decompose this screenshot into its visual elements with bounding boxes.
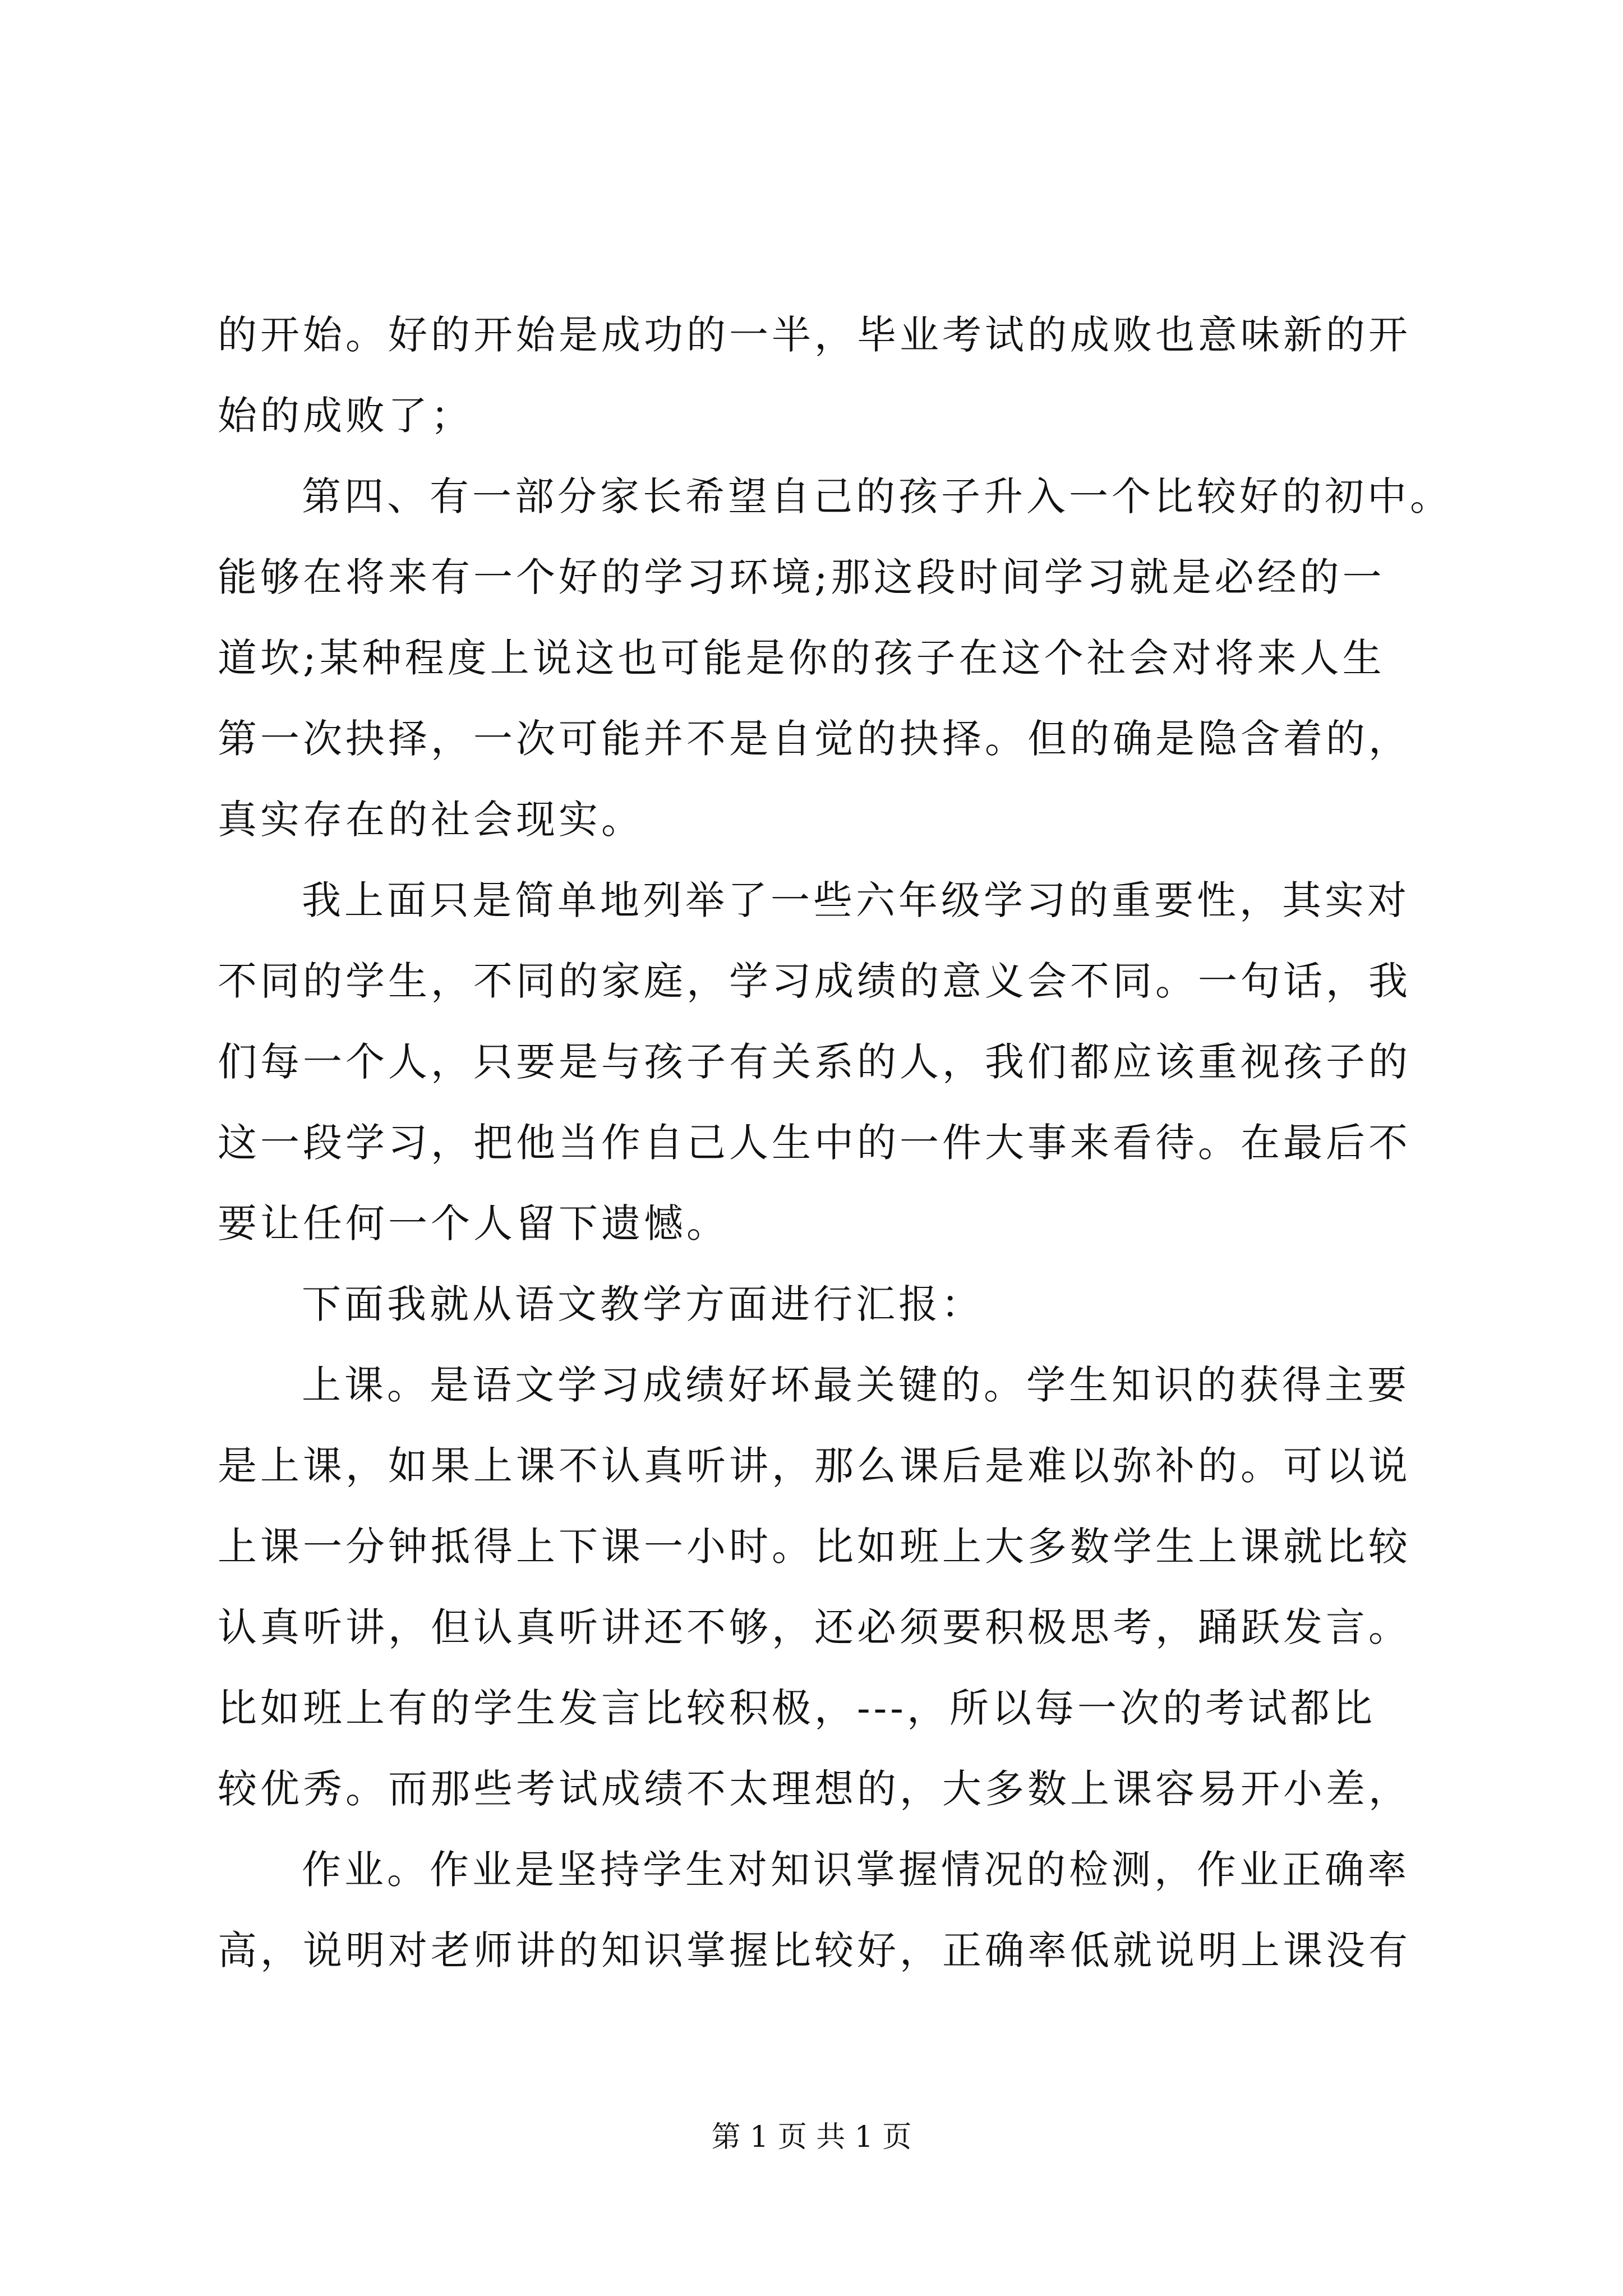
text-line: 比如班上有的学生发言比较积极，---，所以每一次的考试都比: [218, 1685, 1376, 1731]
text-line: 是上课，如果上课不认真听讲，那么课后是难以弥补的。可以说: [218, 1443, 1411, 1489]
text-line: 高，说明对老师讲的知识掌握比较好，正确率低就说明上课没有: [218, 1927, 1411, 1973]
text-line: 能够在将来有一个好的学习环境;那这段时间学习就是必经的一: [218, 554, 1385, 600]
text-line: 较优秀。而那些考试成绩不太理想的，大多数上课容易开小差，: [218, 1766, 1411, 1812]
text-line: 真实存在的社会现实。: [218, 797, 644, 843]
paragraph-start-line: 上课。是语文学习成绩好坏最关键的。学生知识的获得主要: [302, 1362, 1410, 1408]
paragraph-start-line: 第四、有一部分家长希望自己的孩子升入一个比较好的初中。: [302, 473, 1453, 519]
paragraph-start-line: 下面我就从语文教学方面进行汇报：: [302, 1281, 984, 1327]
text-line: 的开始。好的开始是成功的一半，毕业考试的成败也意味新的开: [218, 312, 1411, 358]
text-line: 第一次抉择，一次可能并不是自觉的抉择。但的确是隐含着的，: [218, 716, 1411, 762]
text-line: 这一段学习，把他当作自己人生中的一件大事来看待。在最后不: [218, 1120, 1411, 1166]
paragraph-start-line: 作业。作业是坚持学生对知识掌握情况的检测，作业正确率: [302, 1847, 1410, 1893]
text-line: 要让任何一个人留下遗憾。: [218, 1200, 729, 1246]
page-footer: 第 1 页 共 1 页: [711, 2120, 912, 2154]
text-line: 上课一分钟抵得上下课一小时。比如班上大多数学生上课就比较: [218, 1524, 1411, 1570]
text-line: 不同的学生，不同的家庭，学习成绩的意义会不同。一句话，我: [218, 958, 1411, 1004]
text-line: 始的成败了；: [218, 393, 473, 439]
document-body: [218, 295, 1485, 1991]
text-line: 道坎;某种程度上说这也可能是你的孩子在这个社会对将来人生: [218, 635, 1385, 681]
paragraph-start-line: 我上面只是简单地列举了一些六年级学习的重要性，其实对: [302, 877, 1410, 923]
text-line: 们每一个人，只要是与孩子有关系的人，我们都应该重视孩子的: [218, 1039, 1411, 1085]
text-line: 认真听讲，但认真听讲还不够，还必须要积极思考，踊跃发言。: [218, 1604, 1411, 1650]
